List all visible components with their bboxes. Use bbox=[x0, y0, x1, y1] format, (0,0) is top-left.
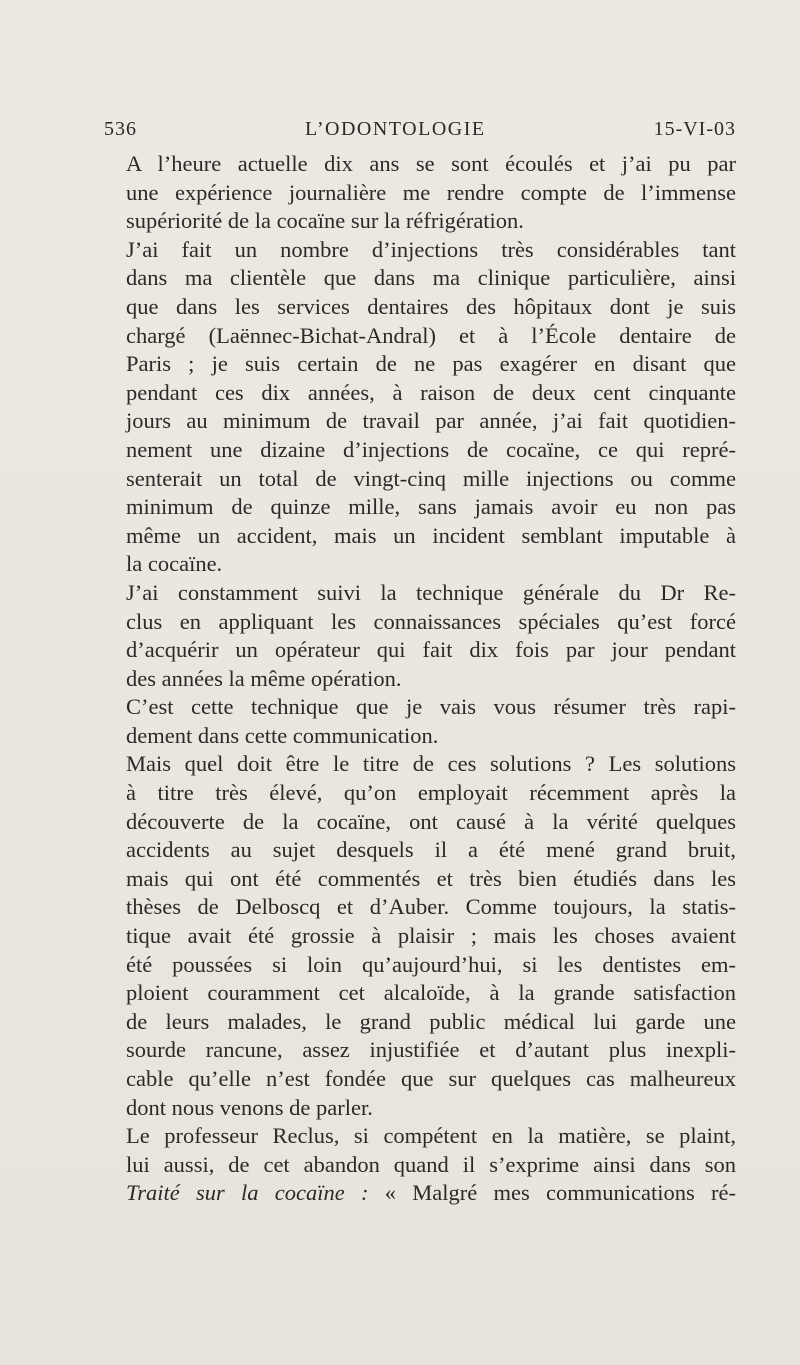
text-line: accidents au sujet desquels il a été mené grand bruit, bbox=[126, 837, 736, 863]
text-line: lui aussi, de cet abandon quand il s’exprime ainsi dans son bbox=[126, 1151, 736, 1177]
text-line: A l’heure actuelle dix ans se sont écoulés et j’ai pu par bbox=[126, 151, 736, 176]
paragraph bbox=[104, 693, 736, 750]
text-line: C’est cette technique que je vais vous résumer très rapi- bbox=[126, 694, 736, 720]
text-line: pendant ces dix années, à raison de deux cent cinquante bbox=[126, 379, 736, 405]
text-line: mais qui ont été commentés et très bien étudiés dans les bbox=[126, 865, 736, 891]
text-line: cable qu’elle n’est fondée que sur quelques cas malheureux bbox=[126, 1066, 736, 1091]
text-line: été poussées si loin qu’aujourd’hui, si les dentistes em- bbox=[126, 951, 736, 977]
text-line: dement dans cette communication. bbox=[126, 722, 439, 748]
text-line: J’ai constamment suivi la technique générale du Dr Re- bbox=[126, 579, 736, 605]
text-line: ploient couramment cet alcaloïde, à la grande satisfaction bbox=[126, 980, 736, 1006]
page-number: 536 bbox=[104, 118, 137, 140]
text-line: la cocaïne. bbox=[126, 551, 223, 577]
text-line: chargé (Laënnec-Bichat-Andral) et à l’École dentaire de bbox=[126, 322, 736, 348]
issue-date: 15-VI-03 bbox=[653, 118, 736, 140]
text-line: minimum de quinze mille, sans jamais avoir eu non pas bbox=[126, 494, 736, 520]
text-line: jours au minimum de travail par année, j’ai fait quotidien- bbox=[126, 408, 736, 434]
text-line: nement une dizaine d’injections de cocaïne, ce qui repré- bbox=[126, 436, 736, 462]
text-line: dont nous venons de parler. bbox=[126, 1094, 373, 1120]
paragraph bbox=[104, 579, 736, 693]
text-line: à titre très élevé, qu’on employait récemment après la bbox=[126, 780, 736, 806]
text-line: Paris ; je suis certain de ne pas exagérer en disant que bbox=[126, 351, 736, 377]
text-line: tique avait été grossie à plaisir ; mais les choses avaient bbox=[126, 923, 736, 949]
paragraph bbox=[104, 750, 736, 1122]
text-line bbox=[104, 1179, 736, 1208]
text-line: Le professeur Reclus, si compétent en la matière, se plaint, bbox=[126, 1123, 736, 1149]
paragraph bbox=[104, 1122, 736, 1208]
text-line: supériorité de la cocaïne sur la réfrigération. bbox=[126, 208, 524, 234]
text-line: thèses de Delboscq et d’Auber. Comme toujours, la statis- bbox=[126, 894, 736, 920]
text-line-rest: « Malgré mes communications ré- bbox=[368, 1180, 736, 1206]
text-line: une expérience journalière me rendre compte de l’immense bbox=[126, 179, 736, 205]
text-line: sourde rancune, assez injustifiée et d’autant plus inexpli- bbox=[126, 1037, 736, 1063]
paragraph bbox=[104, 236, 736, 579]
text-line: découverte de la cocaïne, ont causé à la vérité quelques bbox=[126, 808, 736, 834]
text-line: même un accident, mais un incident semblant imputable à bbox=[126, 522, 736, 548]
text-line: J’ai fait un nombre d’injections très considérables tant bbox=[126, 236, 736, 262]
text-line: d’acquérir un opérateur qui fait dix fois par jour pendant bbox=[126, 637, 736, 663]
text-line: des années la même opération. bbox=[126, 665, 402, 691]
book-title: Traité sur la cocaïne : bbox=[126, 1180, 369, 1206]
page-header bbox=[104, 118, 736, 141]
body-text bbox=[104, 150, 736, 1208]
text-line: Mais quel doit être le titre de ces solutions ? Les solutions bbox=[126, 751, 736, 777]
text-line: que dans les services dentaires des hôpitaux dont je suis bbox=[126, 293, 736, 319]
paragraph bbox=[104, 150, 736, 236]
text-line: senterait un total de vingt-cinq mille injections ou comme bbox=[126, 465, 736, 491]
text-line: dans ma clientèle que dans ma clinique particulière, ainsi bbox=[126, 265, 736, 291]
text-line: clus en appliquant les connaissances spéciales qu’est forcé bbox=[126, 608, 736, 634]
text-line: de leurs malades, le grand public médical lui garde une bbox=[126, 1008, 736, 1034]
journal-title: L’ODONTOLOGIE bbox=[304, 118, 486, 140]
